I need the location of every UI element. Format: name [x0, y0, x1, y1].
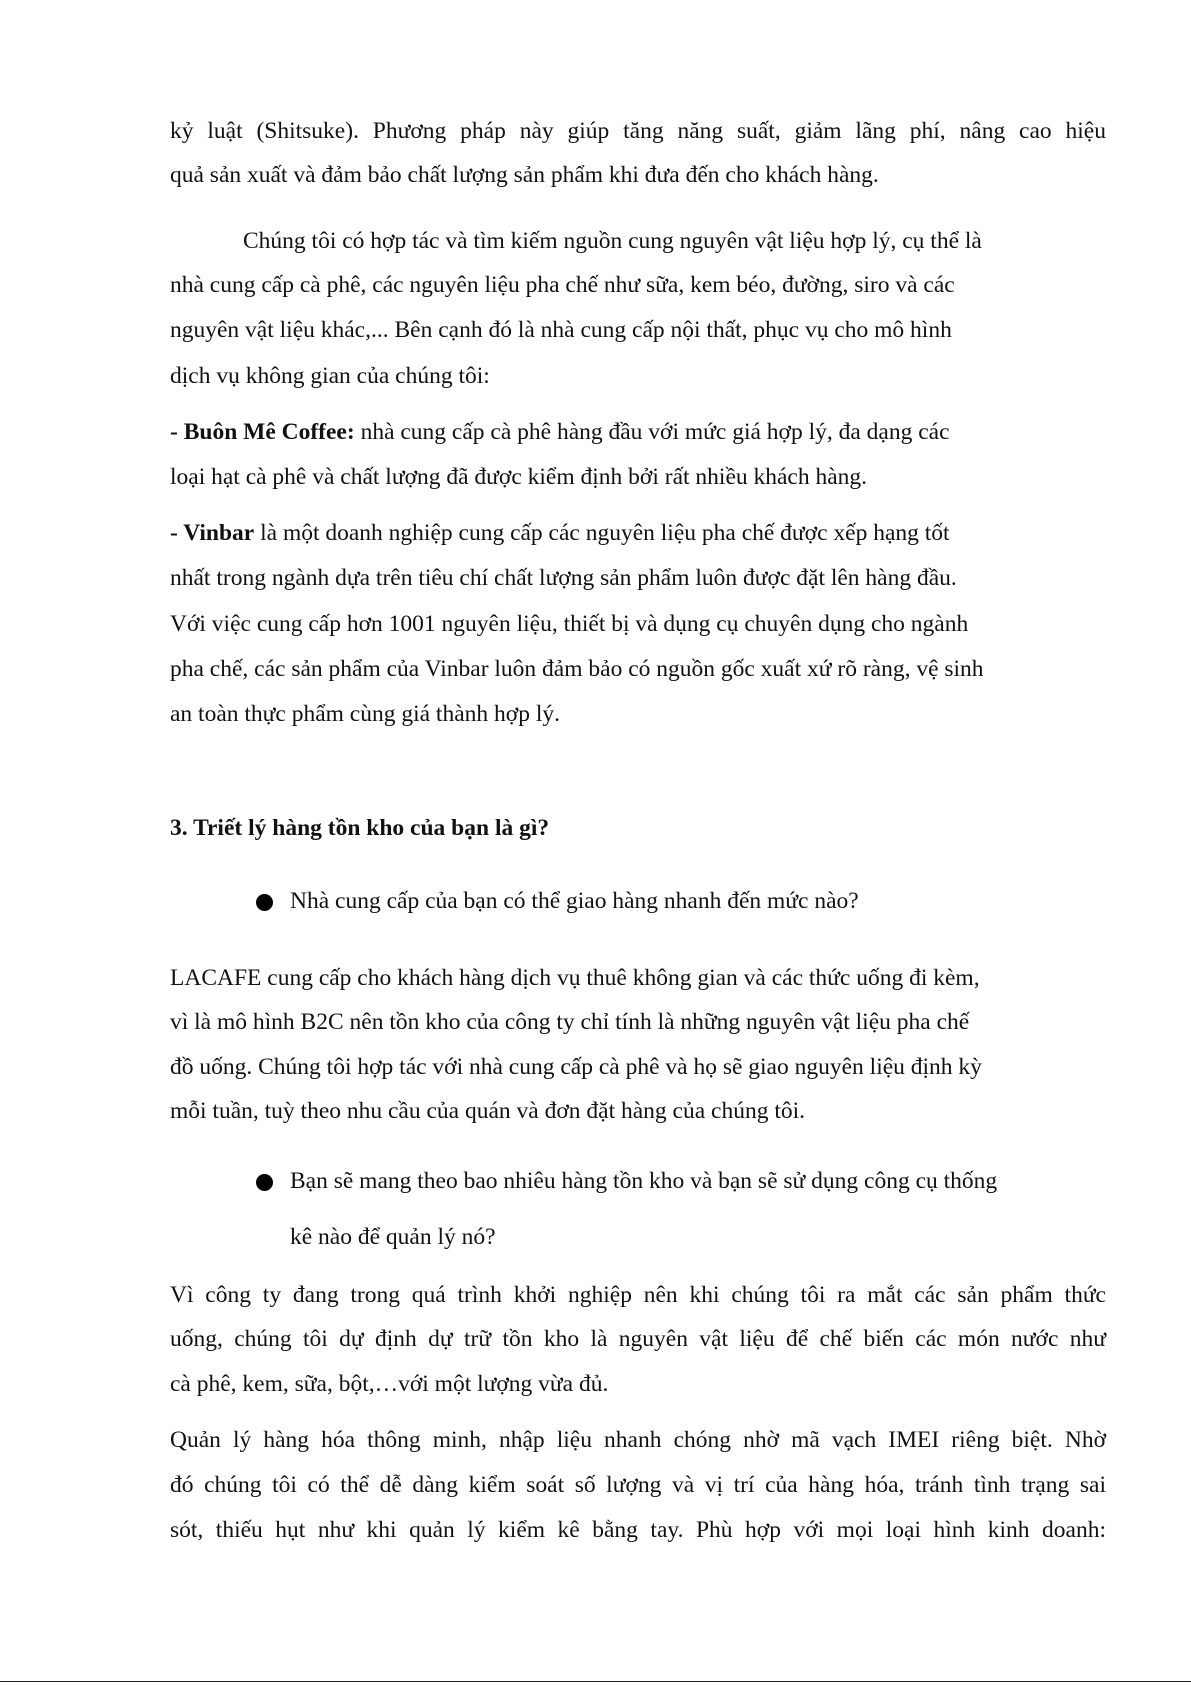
supplier-name: - Buôn Mê Coffee:	[170, 419, 355, 445]
paragraph-line: sót, thiếu hụt như khi quản lý kiểm kê bằng tay. Phù hợp với mọi loại hình kinh doanh:	[170, 1517, 1106, 1543]
paragraph-line: đồ uống. Chúng tôi hợp tác với nhà cung cấp cà phê và họ sẽ giao nguyên liệu định kỳ	[170, 1054, 982, 1080]
paragraph-line: nhất trong ngành dựa trên tiêu chí chất lượng sản phẩm luôn được đặt lên hàng đầu.	[170, 565, 957, 591]
page-bottom-rule	[0, 1681, 1191, 1682]
supplier-description: nhà cung cấp cà phê hàng đầu với mức giá hợp lý, đa dạng các	[354, 419, 950, 445]
supplier-vinbar	[170, 522, 950, 546]
paragraph-line: Với việc cung cấp hơn 1001 nguyên liệu, thiết bị và dụng cụ chuyên dụng cho ngành	[170, 611, 969, 637]
paragraph-line: vì là mô hình B2C nên tồn kho của công ty chỉ tính là những nguyên vật liệu pha chế	[170, 1009, 970, 1035]
bullet-question: Bạn sẽ mang theo bao nhiêu hàng tồn kho và bạn sẽ sử dụng công cụ thống	[290, 1168, 998, 1194]
bullet-icon	[256, 1174, 273, 1191]
paragraph-line: nhà cung cấp cà phê, các nguyên liệu pha chế như sữa, kem béo, đường, siro và các	[170, 272, 955, 298]
paragraph-line: quả sản xuất và đảm bảo chất lượng sản phẩm khi đưa đến cho khách hàng.	[170, 162, 879, 188]
bullet-question: kê nào để quản lý nó?	[290, 1224, 496, 1250]
paragraph-line: mỗi tuần, tuỳ theo nhu cầu của quán và đơn đặt hàng của chúng tôi.	[170, 1098, 806, 1124]
paragraph-line: nguyên vật liệu khác,... Bên cạnh đó là nhà cung cấp nội thất, phục vụ cho mô hình	[170, 317, 952, 343]
supplier-description: là một doanh nghiệp cung cấp các nguyên liệu pha chế được xếp hạng tốt	[254, 520, 950, 546]
paragraph-line: an toàn thực phẩm cùng giá thành hợp lý.	[170, 701, 560, 727]
paragraph-line: đó chúng tôi có thể dễ dàng kiểm soát số lượng và vị trí của hàng hóa, tránh tình trạng sai	[170, 1472, 1106, 1498]
paragraph-line: kỷ luật (Shitsuke). Phương pháp này giúp tăng năng suất, giảm lãng phí, nâng cao hiệu	[170, 118, 1106, 144]
paragraph-line: cà phê, kem, sữa, bột,…với một lượng vừa đủ.	[170, 1371, 609, 1397]
paragraph-line: Chúng tôi có hợp tác và tìm kiếm nguồn cung nguyên vật liệu hợp lý, cụ thể là	[243, 228, 982, 254]
supplier-buon-me-coffee	[170, 421, 950, 445]
paragraph-line: dịch vụ không gian của chúng tôi:	[170, 363, 490, 389]
section-heading: 3. Triết lý hàng tồn kho của bạn là gì?	[170, 815, 550, 841]
paragraph-line: Vì công ty đang trong quá trình khởi nghiệp nên khi chúng tôi ra mắt các sản phẩm thức	[170, 1282, 1106, 1308]
paragraph-line: uống, chúng tôi dự định dự trữ tồn kho là nguyên vật liệu để chế biến các món nước như	[170, 1326, 1106, 1352]
supplier-name: - Vinbar	[170, 520, 255, 546]
bullet-icon	[256, 894, 273, 911]
paragraph-line: LACAFE cung cấp cho khách hàng dịch vụ thuê không gian và các thức uống đi kèm,	[170, 965, 980, 991]
paragraph-line: Quản lý hàng hóa thông minh, nhập liệu nhanh chóng nhờ mã vạch IMEI riêng biệt. Nhờ	[170, 1427, 1106, 1453]
paragraph-line: loại hạt cà phê và chất lượng đã được kiểm định bởi rất nhiều khách hàng.	[170, 464, 868, 490]
bullet-question: Nhà cung cấp của bạn có thể giao hàng nhanh đến mức nào?	[290, 888, 859, 914]
paragraph-line: pha chế, các sản phẩm của Vinbar luôn đảm bảo có nguồn gốc xuất xứ rõ ràng, vệ sinh	[170, 656, 984, 682]
